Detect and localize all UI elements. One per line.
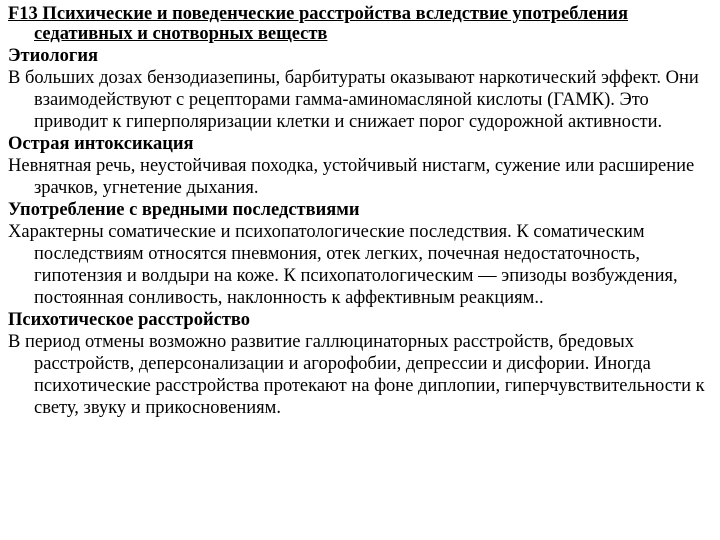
paragraph-harmful-use: Характерны соматические и психопатологические последствия. К соматическим последствиям относятся пневмония, отек легких, почечная недостаточность, гипотензия и волдыри на коже. К психопатологическим — эпизоды возбуждения, постоянная сонливость, наклонность к аффективным реакциям.. [8,222,678,308]
heading-harmful-use: Употребление с вредными последствиями [8,200,360,220]
slide-title: F13 Психические и поведенческие расстройства вследствие употребления седативных и снотворных веществ [8,4,628,44]
heading-etiology: Этиология [8,46,98,66]
heading-psychotic-disorder: Психотическое расстройство [8,310,251,330]
paragraph-acute-intoxication: Невнятная речь, неустойчивая походка, устойчивый нистагм, сужение или расширение зрачков, угнетение дыхания. [8,156,695,198]
paragraph-etiology: В больших дозах бензодиазепины, барбитураты оказывают наркотический эффект. Они взаимодействуют с рецепторами гамма-аминомасляной кислоты (ГАМК). Это приводит к гиперполяризации клетки и снижает порог судорожной активности. [8,68,699,132]
heading-acute-intoxication: Острая интоксикация [8,134,194,154]
paragraph-psychotic-disorder: В период отмены возможно развитие галлюцинаторных расстройств, бредовых расстройств, деперсонализации и агорофобии, депрессии и дисфории. Иногда психотические расстройства протекают на фоне диплопии, гиперчувствительности к свету, звуку и прикосновениям. [8,332,705,418]
